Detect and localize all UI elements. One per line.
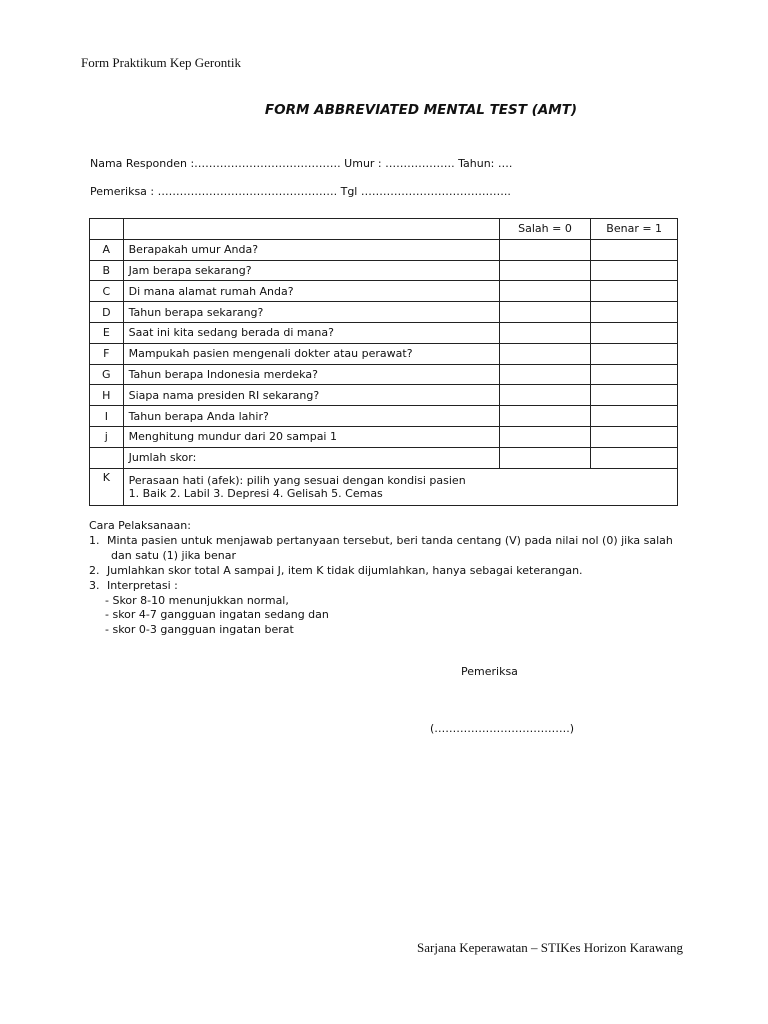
row-code: A <box>90 239 124 260</box>
salah-cell[interactable] <box>499 260 591 281</box>
item-number: 3. <box>89 578 100 592</box>
benar-cell[interactable] <box>591 239 678 260</box>
salah-cell[interactable] <box>499 239 591 260</box>
interpretation-severe: - skor 0-3 gangguan ingatan berat <box>105 623 294 637</box>
total-salah-cell[interactable] <box>499 447 591 468</box>
table-header-row <box>90 219 678 240</box>
item-number: 1. <box>89 533 100 547</box>
instruction-item-1 <box>89 534 673 549</box>
row-question: Tahun berapa Anda lahir? <box>123 406 499 427</box>
row-question: Siapa nama presiden RI sekarang? <box>123 385 499 406</box>
total-code-cell <box>90 447 124 468</box>
instruction-item-3 <box>89 579 673 594</box>
row-code: B <box>90 260 124 281</box>
salah-cell[interactable] <box>499 406 591 427</box>
salah-cell[interactable] <box>499 426 591 447</box>
respondent-field-line: Nama Responden :…………………………………. Umur : ………………. Tahun: …. <box>90 157 513 170</box>
header-code-cell <box>90 219 124 240</box>
instructions-heading: Cara Pelaksanaan: <box>89 519 191 532</box>
benar-cell[interactable] <box>591 406 678 427</box>
benar-cell[interactable] <box>591 426 678 447</box>
table-row <box>90 364 678 385</box>
row-question: Saat ini kita sedang berada di mana? <box>123 322 499 343</box>
header-benar: Benar = 1 <box>591 219 678 240</box>
instructions <box>89 519 673 638</box>
row-question: Tahun berapa Indonesia merdeka? <box>123 364 499 385</box>
row-code: H <box>90 385 124 406</box>
row-code: j <box>90 426 124 447</box>
table-row <box>90 406 678 427</box>
row-question: Menghitung mundur dari 20 sampai 1 <box>123 426 499 447</box>
row-question: Mampukah pasien mengenali dokter atau perawat? <box>123 343 499 364</box>
amt-table <box>89 218 678 506</box>
row-question: Di mana alamat rumah Anda? <box>123 281 499 302</box>
row-code: C <box>90 281 124 302</box>
total-label: Jumlah skor: <box>123 447 499 468</box>
header-salah: Salah = 0 <box>499 219 591 240</box>
page-header: Form Praktikum Kep Gerontik <box>81 55 241 70</box>
salah-cell[interactable] <box>499 343 591 364</box>
row-code: D <box>90 302 124 323</box>
examiner-field-line: Pemeriksa : …………………………………………. Tgl ………………………………….. <box>90 185 511 198</box>
item-number: 2. <box>89 563 100 577</box>
interpretation-moderate: - skor 4-7 gangguan ingatan sedang dan <box>105 608 329 622</box>
salah-cell[interactable] <box>499 302 591 323</box>
mood-code: K <box>90 468 124 505</box>
row-question: Tahun berapa sekarang? <box>123 302 499 323</box>
mood-question: Perasaan hati (afek): pilih yang sesuai dengan kondisi pasien <box>128 473 466 487</box>
total-benar-cell[interactable] <box>591 447 678 468</box>
header-question-cell <box>123 219 499 240</box>
item-text: Interpretasi : <box>107 578 178 592</box>
benar-cell[interactable] <box>591 322 678 343</box>
benar-cell[interactable] <box>591 281 678 302</box>
salah-cell[interactable] <box>499 322 591 343</box>
table-row <box>90 343 678 364</box>
mood-cell[interactable] <box>123 468 677 505</box>
row-code: E <box>90 322 124 343</box>
benar-cell[interactable] <box>591 302 678 323</box>
salah-cell[interactable] <box>499 281 591 302</box>
salah-cell[interactable] <box>499 364 591 385</box>
benar-cell[interactable] <box>591 364 678 385</box>
row-code: I <box>90 406 124 427</box>
total-row <box>90 447 678 468</box>
mood-options: 1. Baik 2. Labil 3. Depresi 4. Gelisah 5. Cemas <box>128 486 383 500</box>
benar-cell[interactable] <box>591 343 678 364</box>
row-question: Jam berapa sekarang? <box>123 260 499 281</box>
table-row <box>90 426 678 447</box>
table-row <box>90 260 678 281</box>
salah-cell[interactable] <box>499 385 591 406</box>
page-footer: Sarjana Keperawatan – STIKes Horizon Karawang <box>417 940 684 955</box>
table-row <box>90 322 678 343</box>
table-row <box>90 385 678 406</box>
row-code: G <box>90 364 124 385</box>
form-title: FORM ABBREVIATED MENTAL TEST (AMT) <box>264 102 578 118</box>
table-row <box>90 239 678 260</box>
item-text: Minta pasien untuk menjawab pertanyaan tersebut, beri tanda centang (V) pada nilai nol (0) jika salah <box>107 533 673 547</box>
instruction-item-2 <box>89 564 673 579</box>
mood-row <box>90 468 678 505</box>
item-text: Jumlahkan skor total A sampai J, item K tidak dijumlahkan, hanya sebagai keterangan. <box>107 563 583 577</box>
benar-cell[interactable] <box>591 385 678 406</box>
table-row <box>90 302 678 323</box>
instruction-item-1-cont: dan satu (1) jika benar <box>111 548 237 562</box>
signature-label: Pemeriksa <box>461 665 518 678</box>
row-question: Berapakah umur Anda? <box>123 239 499 260</box>
interpretation-normal: - Skor 8-10 menunjukkan normal, <box>105 593 289 607</box>
signature-line: (……………………………….) <box>430 722 575 735</box>
row-code: F <box>90 343 124 364</box>
benar-cell[interactable] <box>591 260 678 281</box>
table-row <box>90 281 678 302</box>
